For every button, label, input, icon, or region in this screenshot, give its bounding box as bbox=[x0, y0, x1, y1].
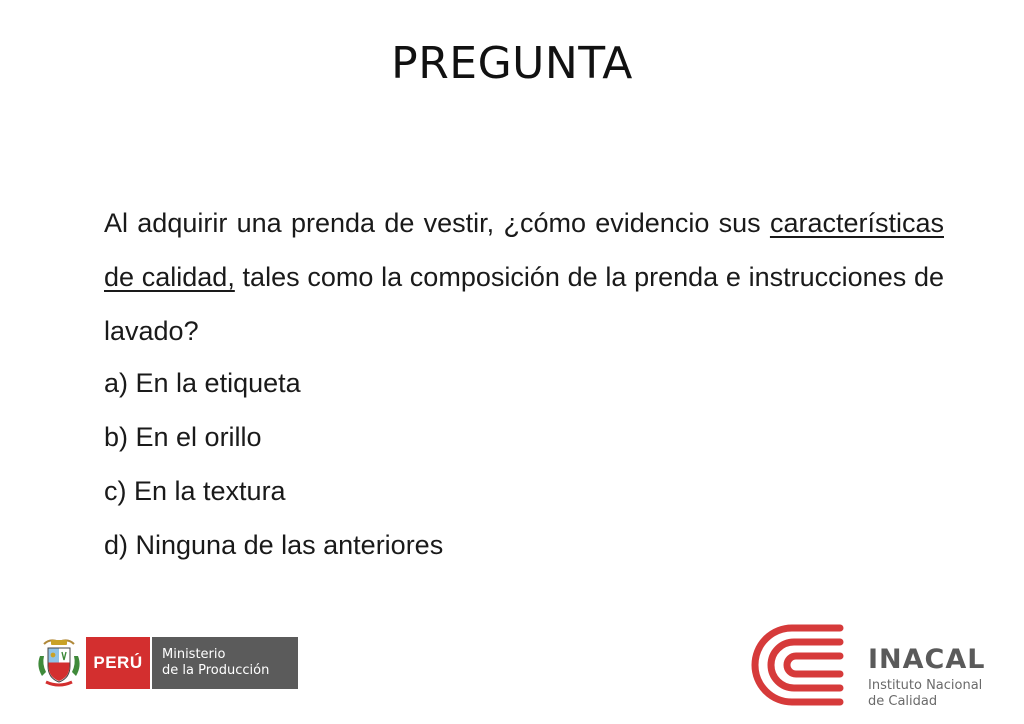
option-c: c) En la textura bbox=[104, 476, 286, 506]
question-part-1: Al adquirir una prenda de vestir, ¿cómo evidencio sus bbox=[104, 208, 770, 238]
option-b: b) En el orillo bbox=[104, 422, 262, 452]
answer-options bbox=[104, 356, 944, 572]
ministry-line-2: de la Producción bbox=[162, 663, 270, 678]
peru-government-logo bbox=[36, 636, 298, 690]
ministry-label bbox=[150, 637, 298, 689]
inacal-logo bbox=[740, 620, 1010, 710]
inacal-sub-line-2: de Calidad bbox=[868, 694, 938, 709]
option-d: d) Ninguna de las anteriores bbox=[104, 530, 444, 560]
peru-label: PERÚ bbox=[86, 637, 150, 689]
question-part-2: tales como la composición de la prenda e instrucciones de lavado? bbox=[104, 262, 944, 346]
slide-title: PREGUNTA bbox=[391, 38, 633, 89]
ministry-line-1: Ministerio bbox=[162, 647, 226, 662]
option-a: a) En la etiqueta bbox=[104, 368, 301, 398]
question-text bbox=[104, 196, 944, 358]
inacal-sub-line-1: Instituto Nacional bbox=[868, 678, 983, 693]
question-underlined-phrase: características de calidad, bbox=[104, 208, 944, 292]
inacal-name: INACAL bbox=[868, 644, 986, 675]
inacal-subtitle bbox=[868, 678, 1008, 710]
inacal-concentric-c-icon bbox=[740, 620, 852, 710]
peru-coat-of-arms-icon bbox=[36, 636, 82, 690]
